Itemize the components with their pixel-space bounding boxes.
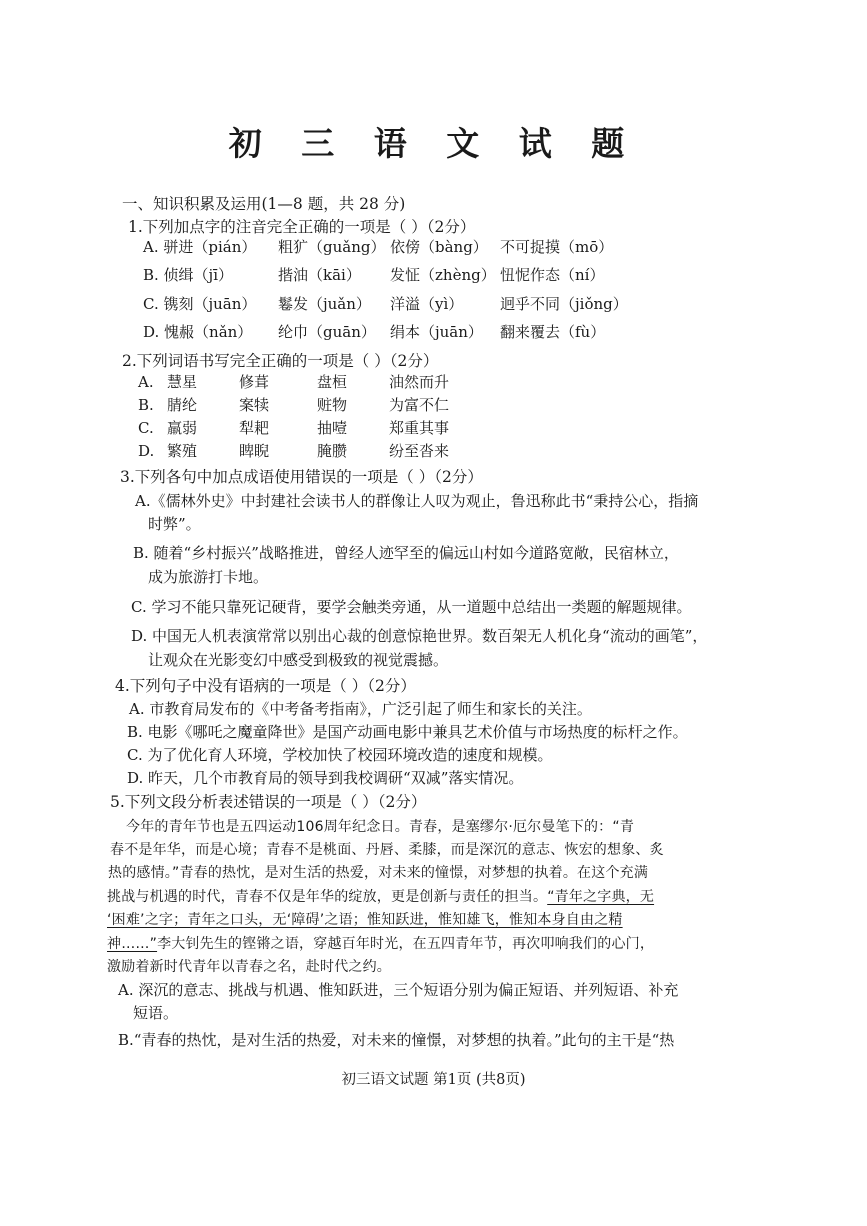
q2-option-c-2: 犁耙 — [239, 419, 270, 437]
q3-option-c: C. 学习不能只靠死记硬背，要学会触类旁通，从一道题中总结出一类题的解题规律。 — [131, 598, 692, 616]
q1-option-a-3: 依傍（bàng） — [390, 238, 488, 256]
q1-option-d-4: 翻来覆去（fù） — [500, 323, 606, 341]
question-2-stem: 2.下列词语书写完全正确的一项是（ ）（2分） — [122, 352, 439, 370]
q1-option-d-3: 绢本（juān） — [390, 323, 483, 341]
q2-option-c-4: 郑重其事 — [389, 419, 450, 437]
q3-option-a-line2: 时弊”。 — [148, 515, 201, 533]
q2-option-b-2: 案犊 — [239, 396, 270, 414]
q5-passage-quote-end: 神……” — [107, 936, 158, 952]
page-title: 初 三 语 文 试 题 — [228, 124, 639, 163]
q2-option-c-letter: C. — [138, 419, 154, 437]
q2-option-d-3: 腌臜 — [317, 442, 348, 460]
q1-option-b-3: 发怔（zhèng） — [390, 266, 496, 284]
q2-option-c-3: 抽噎 — [317, 419, 348, 437]
q1-option-c-4: 迥乎不同（jiǒng） — [500, 295, 628, 313]
q5-passage-line6-text: 李大钊先生的铿锵之语，穿越百年时光，在五四青年节，再次叩响我们的心门， — [157, 936, 655, 952]
q5-passage-line4-text: 挑战与机遇的时代，青春不仅是年华的绽放，更是创新与责任的担当。 — [107, 889, 548, 905]
q5-option-a-line1: A. 深沉的意志、挑战与机遇、惟知跃进，三个短语分别为偏正短语、并列短语、补充 — [118, 981, 679, 999]
q3-option-d-line2: 让观众在光影变幻中感受到极致的视觉震撼。 — [148, 651, 449, 669]
q2-option-b-3: 赃物 — [317, 396, 348, 414]
q1-option-b-4: 忸怩作态（ní） — [500, 266, 605, 284]
q3-option-d-line1: D. 中国无人机表演常常以别出心裁的创意惊艳世界。数百架无人机化身“流动的画笔”， — [131, 627, 708, 645]
q5-option-a-line2: 短语。 — [133, 1004, 179, 1022]
q4-option-a: A. 市教育局发布的《中考备考指南》，广泛引起了师生和家长的关注。 — [129, 700, 592, 718]
q1-option-c-2: 鬈发（juǎn） — [278, 295, 371, 313]
q1-option-d-2: 纶巾（guān） — [278, 323, 376, 341]
q2-option-a-3: 盘桓 — [317, 373, 348, 391]
q1-option-a-1: A. 骈进（pián） — [143, 238, 257, 256]
q3-option-b-line1: B. 随着“乡村振兴”战略推进，曾经人迹罕至的偏远山村如今道路宽敞，民宿林立， — [133, 544, 679, 562]
q5-passage-line2: 春不是年华，而是心境；青春不是桃面、丹唇、柔膝，而是深沉的意志、恢宏的想象、炙 — [110, 842, 664, 858]
q2-option-a-4: 油然而升 — [389, 373, 450, 391]
q4-option-c: C. 为了优化育人环境，学校加快了校园环境改造的速度和规模。 — [127, 746, 553, 764]
question-4-stem: 4.下列句子中没有语病的一项是（ ）（2分） — [115, 677, 416, 695]
q5-passage-line3: 热的感情。”青春的热忱，是对生活的热爱，对未来的憧憬，对梦想的执着。在这个充满 — [108, 865, 649, 881]
page-footer: 初三语文试题 第1页 (共8页) — [341, 1072, 526, 1088]
q2-option-d-1: 繁殖 — [167, 442, 198, 460]
question-3-stem: 3.下列各句中加点成语使用错误的一项是（ ）（2分） — [120, 468, 483, 486]
q2-option-b-letter: B. — [138, 396, 154, 414]
q5-passage-quote-start: “青年之字典，无 — [547, 889, 655, 905]
q2-option-d-letter: D. — [138, 442, 155, 460]
q2-option-a-letter: A. — [138, 373, 154, 391]
question-1-stem: 1.下列加点字的注音完全正确的一项是（ ）（2分） — [128, 218, 476, 236]
section-heading: 一、知识积累及运用(1—8 题，共 28 分) — [122, 195, 406, 213]
q1-option-b-1: B. 侦缉（jī） — [143, 266, 234, 284]
q3-option-b-line2: 成为旅游打卡地。 — [148, 568, 269, 586]
q1-option-a-2: 粗犷（guǎng） — [278, 238, 386, 256]
q2-option-b-1: 腈纶 — [167, 396, 198, 414]
q5-option-b-line1: B.“青春的热忱，是对生活的热爱，对未来的憧憬，对梦想的执着。”此句的主干是“热 — [118, 1031, 675, 1049]
q4-option-d: D. 昨天，几个市教育局的领导到我校调研“双减”落实情况。 — [127, 769, 524, 787]
q1-option-a-4: 不可捉摸（mō） — [500, 238, 614, 256]
q2-option-a-2: 修葺 — [239, 373, 270, 391]
q5-passage-quote-line: ‘困难’之字；青年之口头，无‘障碍’之语；惟知跃进，惟知雄飞，惟知本身自由之精 — [107, 912, 623, 928]
q1-option-c-3: 洋溢（yì） — [390, 295, 464, 313]
q5-passage-line1: 今年的青年节也是五四运动106周年纪念日。青春，是塞缪尔·厄尔曼笔下的：“青 — [126, 819, 635, 835]
question-5-stem: 5.下列文段分析表述错误的一项是（ ）（2分） — [110, 793, 427, 811]
q3-option-a-line1: A.《儒林外史》中封建社会读书人的群像让人叹为观止，鲁迅称此书“秉持公心，指摘 — [135, 492, 699, 510]
q5-passage-line7: 激励着新时代青年以青春之名，赴时代之约。 — [107, 959, 391, 975]
q5-passage-line4 — [107, 887, 654, 907]
q5-passage-line6 — [107, 934, 654, 954]
q2-option-d-2: 睥睨 — [239, 442, 270, 460]
q2-option-a-1: 慧星 — [167, 373, 198, 391]
q1-option-d-1: D. 愧赧（nǎn） — [143, 323, 253, 341]
q1-option-c-1: C. 镌刻（juān） — [143, 295, 257, 313]
q2-option-c-1: 羸弱 — [167, 419, 198, 437]
q4-option-b: B. 电影《哪吒之魔童降世》是国产动画电影中兼具艺术价值与市场热度的标杆之作。 — [127, 723, 688, 741]
q2-option-d-4: 纷至沓来 — [389, 442, 450, 460]
q2-option-b-4: 为富不仁 — [389, 396, 450, 414]
q1-option-b-2: 揩油（kāi） — [278, 266, 361, 284]
